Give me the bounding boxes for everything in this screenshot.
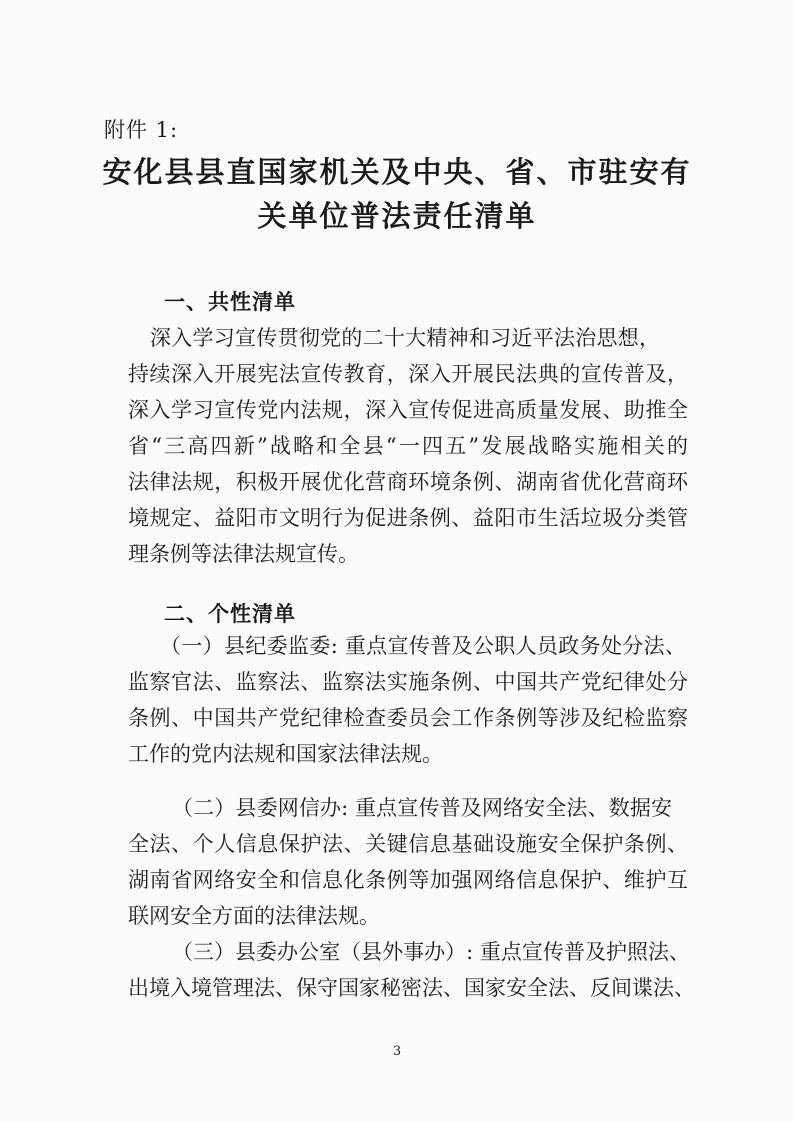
paragraph-line: 理条例等法律法规宣传。 [128,542,359,566]
paragraph-line: 出境入境管理法、保守国家秘密法、国家安全法、反间谍法、 [128,976,695,1000]
paragraph-line: 深入学习宣传党内法规，深入宣传促进高质量发展、助推全 [128,398,688,422]
paragraph-line: 深入学习宣传贯彻党的二十大精神和习近平法治思想， [150,326,660,350]
section-heading-common: 一、共性清单 [164,290,296,314]
paragraph-line: 监察官法、监察法、监察法实施条例、中国共产党纪律处分 [128,670,688,694]
paragraph-line: 联网安全方面的法律法规。 [128,904,380,928]
paragraph-line: （三）县委办公室（县外事办）: 重点宣传普及护照法、 [172,940,690,964]
paragraph-line: （二）县委网信办: 重点宣传普及网络安全法、数据安 [172,796,672,820]
document-title-line-1: 安化县县直国家机关及中央、省、市驻安有 [102,155,692,189]
paragraph-line: 湖南省网络安全和信息化条例等加强网络信息保护、维护互 [128,868,688,892]
paragraph-line: 工作的党内法规和国家法律法规。 [128,742,443,766]
paragraph-line: 持续深入开展宪法宣传教育，深入开展民法典的宣传普及， [128,362,688,386]
attachment-label: 附件 1: [104,118,179,142]
document-title-line-2: 关单位普法责任清单 [257,199,537,233]
paragraph-line: 条例、中国共产党纪律检查委员会工作条例等涉及纪检监察 [128,706,688,730]
paragraph-line: 法律法规，积极开展优化营商环境条例、湖南省优化营商环 [128,470,688,494]
section-heading-specific: 二、个性清单 [164,602,296,626]
page-number: 3 [392,1044,402,1059]
paragraph-line: 省“三高四新”战略和全县“一四五”发展战略实施相关的 [128,434,688,458]
paragraph-line: 全法、个人信息保护法、关键信息基础设施安全保护条例、 [128,832,688,856]
paragraph-line: 境规定、益阳市文明行为促进条例、益阳市生活垃圾分类管 [128,506,688,530]
paragraph-line: （一）县纪委监委: 重点宣传普及公职人员政务处分法、 [160,634,686,658]
